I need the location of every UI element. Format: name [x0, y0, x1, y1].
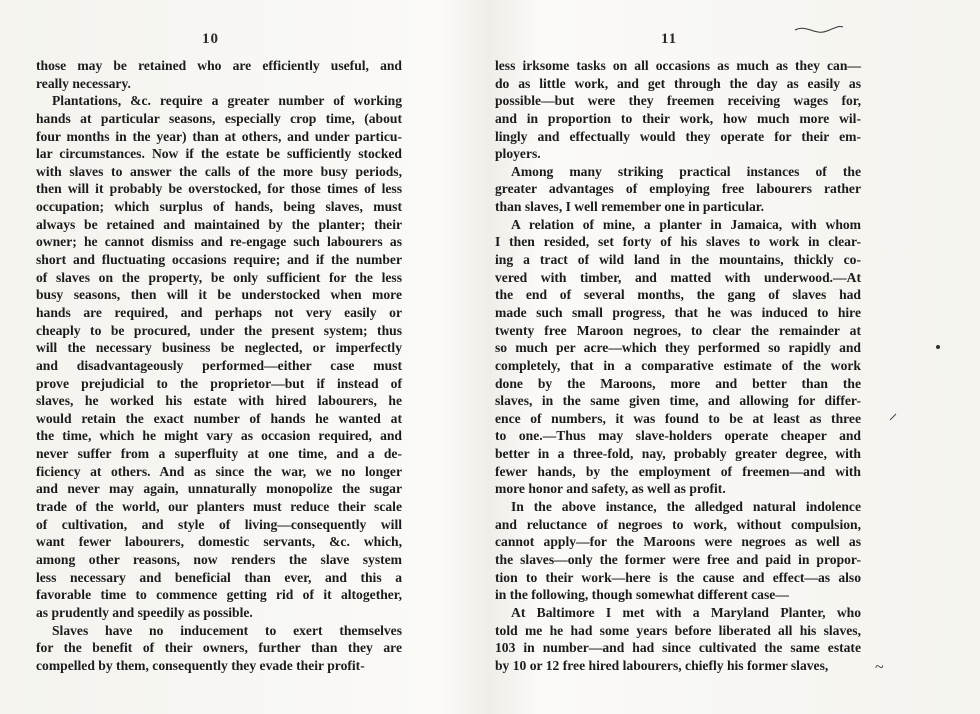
text-line: more honor and safety, as well as profit.: [495, 481, 726, 497]
text-line: Among many striking practical instances of the: [511, 163, 861, 179]
text-line: favorable time to commence getting rid of it altogether,: [36, 587, 402, 603]
text-line: Slaves have no inducement to exert themselves: [52, 622, 402, 638]
text-line: really necessary.: [36, 75, 131, 91]
text-line: Plantations, &c. require a greater number of working: [52, 93, 402, 109]
text-line: the end of several months, the gang of slaves had: [495, 287, 861, 303]
ink-tick-mark: [889, 413, 897, 421]
text-line: possible—but were they freemen receiving wages for,: [495, 93, 861, 109]
text-line: then will it probably be overstocked, for those times of less: [36, 181, 402, 197]
text-line: always be retained and maintained by the planter; their: [36, 216, 402, 232]
right-page: [480, 0, 980, 714]
text-line: so much per acre—which they performed so rapidly and: [495, 340, 861, 356]
text-line: of slaves on the property, be only sufficient for the less: [36, 269, 402, 285]
text-line: ployers.: [495, 146, 541, 162]
text-line: At Baltimore I met with a Maryland Planter, who: [511, 604, 861, 620]
text-line: twenty free Maroon negroes, to clear the remainder at: [495, 322, 861, 338]
ink-swash-mark: [793, 22, 845, 36]
text-line: of cultivation, and style of living—consequently will: [36, 516, 402, 532]
text-line: cheaply to be procured, under the present system; thus: [36, 322, 402, 338]
text-line: lar circumstances. Now if the estate be sufficiently stocked: [36, 146, 402, 162]
text-line: would retain the exact number of hands he wanted at: [36, 410, 402, 426]
text-line: fewer hands, by the employment of freemen—and with: [495, 463, 861, 479]
left-page: [0, 0, 480, 714]
text-line: those may be retained who are efficiently useful, and: [36, 58, 402, 73]
text-line: compelled by them, consequently they evade their profit-: [36, 657, 365, 673]
text-line: and disadvantageously performed—either case must: [36, 357, 402, 373]
text-line: owner; he cannot dismiss and re-engage such labourers as: [36, 234, 402, 250]
text-line: the slaves—only the former were free and paid in propor-: [495, 551, 861, 567]
page-number-left: 10: [202, 31, 219, 47]
text-line: with slaves to answer the calls of the more busy periods,: [36, 163, 402, 179]
text-line: tion to their work—here is the cause and effect—as also: [495, 569, 861, 585]
text-line: never suffer from a superfluity at one time, and a de-: [36, 446, 402, 462]
text-line: four months in the year) than at others, and under particu-: [36, 128, 402, 144]
text-line: less necessary and beneficial than ever, and this a: [36, 569, 402, 585]
text-line: among other reasons, now renders the slave system: [36, 551, 402, 567]
text-line: and reluctance of negroes to work, without compulsion,: [495, 516, 861, 532]
text-line: as prudently and speedily as possible.: [36, 604, 253, 620]
text-line: by 10 or 12 free hired labourers, chiefly his former slaves,: [495, 657, 829, 673]
text-line: hands at particular seasons, especially crop time, (about: [36, 110, 402, 126]
text-line: occupation; which surplus of hands, being slaves, must: [36, 199, 402, 215]
text-line: and never may again, unnaturally monopolize the sugar: [36, 481, 402, 497]
text-line: to one.—Thus may slave-holders operate cheaper and: [495, 428, 861, 444]
text-line: better in a three-fold, nay, probably greater degree, with: [495, 446, 861, 462]
text-line: in the following, though somewhat different case—: [495, 587, 789, 603]
text-line: slaves, in the same given time, and allowing for differ-: [495, 393, 861, 409]
text-line: the time, which he might vary as occasion required, and: [36, 428, 402, 444]
text-line: than slaves, I well remember one in particular.: [495, 199, 764, 215]
text-line: done by the Maroons, more and better than the: [495, 375, 861, 391]
text-line: slaves, he worked his estate with hired labourers, he: [36, 393, 402, 409]
text-line: made such small progress, that he was induced to hire: [495, 304, 861, 320]
text-line: hands are required, and perhaps not very easily or: [36, 304, 402, 320]
text-line: will the necessary business be neglected, or imperfectly: [36, 340, 402, 356]
text-line: told me he had some years before liberated all his slaves,: [495, 622, 861, 638]
text-line: want fewer labourers, domestic servants, &c. which,: [36, 534, 402, 550]
text-line: completely, that in a comparative estimate of the work: [495, 357, 861, 373]
text-line: ence of numbers, it was found to be at least as three: [495, 410, 861, 426]
text-line: and in proportion to their work, how much more wil-: [495, 110, 861, 126]
text-line: trade of the world, our planters must reduce their scale: [36, 499, 402, 515]
text-line: lingly and effectually would they operate for their em-: [495, 128, 861, 144]
text-line: do as little work, and get through the day as easily as: [495, 75, 861, 91]
right-page-text: [495, 57, 861, 674]
catchword-tilde-mark: ~: [875, 659, 884, 676]
left-page-text: [36, 57, 402, 674]
text-line: short and fluctuating occasions require; and if the number: [36, 252, 402, 268]
text-line: A relation of mine, a planter in Jamaica, with whom: [511, 216, 861, 232]
ink-speck-mark: [936, 345, 940, 349]
text-line: for the benefit of their owners, further than they are: [36, 640, 402, 656]
text-line: prove prejudicial to the proprietor—but if instead of: [36, 375, 402, 391]
text-line: I then resided, set forty of his slaves to work in clear-: [495, 234, 861, 250]
text-line: 103 in number—and had since cultivated the same estate: [495, 640, 861, 656]
text-line: vered with timber, and matted with underwood.—At: [495, 269, 861, 285]
page-number-right: 11: [661, 31, 678, 47]
text-line: cannot apply—for the Maroons were negroes as well as: [495, 534, 861, 550]
text-line: less irksome tasks on all occasions as much as they can—: [495, 58, 861, 73]
text-line: busy seasons, then will it be understocked when more: [36, 287, 402, 303]
text-line: greater advantages of employing free labourers rather: [495, 181, 861, 197]
text-line: In the above instance, the alledged natural indolence: [511, 499, 861, 515]
text-line: ficiency at others. And as since the war, we no longer: [36, 463, 402, 479]
text-line: ing a tract of wild land in the mountains, thickly co-: [495, 252, 861, 268]
